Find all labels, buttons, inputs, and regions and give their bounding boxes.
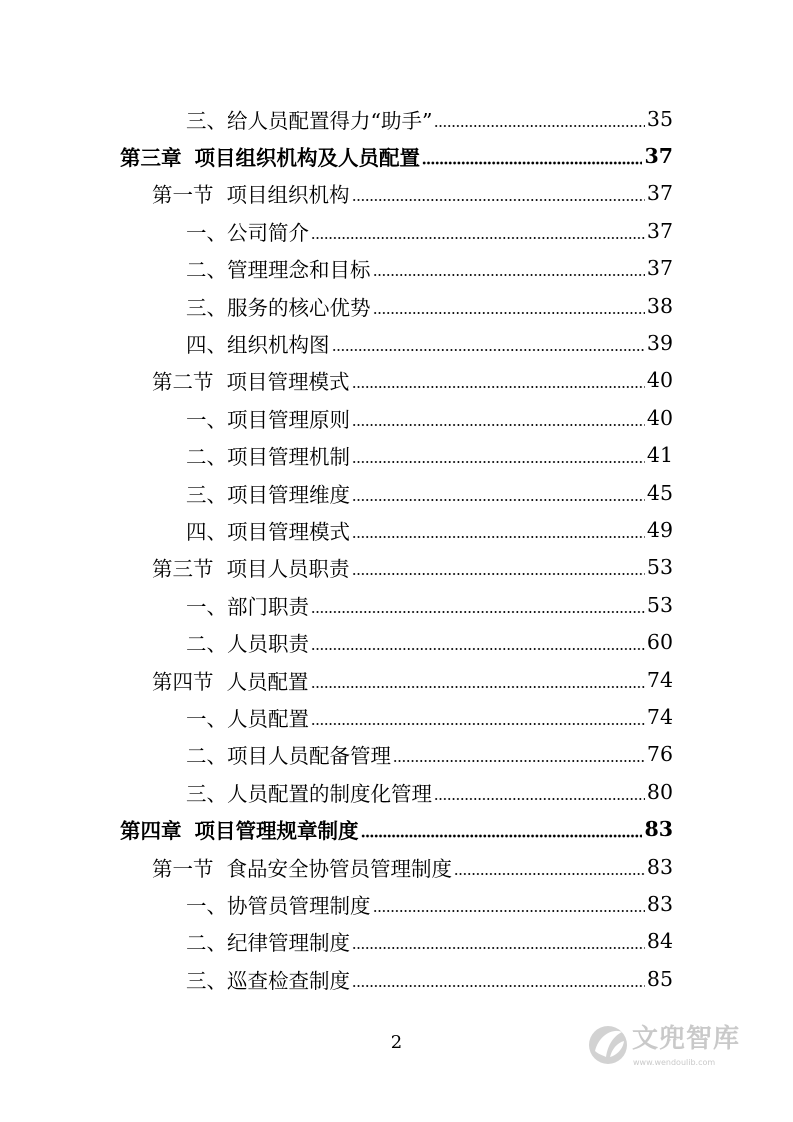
dot-leader <box>352 572 645 576</box>
dot-leader <box>373 909 645 913</box>
toc-entry-item <box>120 287 673 324</box>
item-title: 二、管理理念和目标 <box>186 258 371 283</box>
toc-page-ref: 35 <box>646 106 673 131</box>
toc-page-ref: 41 <box>646 443 673 468</box>
dot-leader <box>352 498 645 502</box>
item-title: 四、组织机构图 <box>186 333 330 358</box>
toc-entry-item <box>120 212 673 249</box>
dot-leader <box>352 385 645 389</box>
toc-page-ref: 37 <box>646 181 673 206</box>
dot-leader <box>352 535 645 539</box>
item-title: 三、服务的核心优势 <box>186 295 371 320</box>
chapter-number: 第四章 <box>120 819 182 844</box>
toc-page-ref: 60 <box>646 630 673 655</box>
toc-entry-item <box>120 250 673 287</box>
dot-leader <box>373 311 645 315</box>
toc-entry-item <box>120 885 673 922</box>
toc-page-ref: 53 <box>646 555 673 580</box>
dot-leader <box>352 984 645 988</box>
item-title: 二、纪律管理制度 <box>186 931 350 956</box>
dot-leader <box>393 759 645 763</box>
toc-entry-section <box>120 661 673 698</box>
item-title: 二、项目人员配备管理 <box>186 744 391 769</box>
toc-page-ref: 83 <box>646 854 673 879</box>
section-number: 第四节 <box>152 669 214 694</box>
watermark <box>588 1018 750 1076</box>
item-title: 四、项目管理模式 <box>186 519 350 544</box>
toc-page-ref: 76 <box>646 742 673 767</box>
toc-page-ref: 80 <box>646 779 673 804</box>
item-title: 一、项目管理原则 <box>186 407 350 432</box>
section-title: 人员配置 <box>226 669 309 694</box>
toc-entry-item <box>120 698 673 735</box>
toc-page-ref: 40 <box>646 405 673 430</box>
dot-leader <box>352 198 645 202</box>
toc-page-ref: 84 <box>646 929 673 954</box>
dot-leader <box>422 161 642 165</box>
item-title: 二、项目管理机制 <box>186 445 350 470</box>
dot-leader <box>361 834 643 838</box>
toc-page-ref: 83 <box>644 817 673 842</box>
section-title: 食品安全协管员管理制度 <box>226 856 452 881</box>
item-title: 二、人员职责 <box>186 632 309 657</box>
toc-entry-item <box>120 324 673 361</box>
toc-page-ref: 74 <box>646 667 673 692</box>
chapter-title: 项目组织机构及人员配置 <box>194 146 420 171</box>
item-title: 一、公司简介 <box>186 220 309 245</box>
dot-leader <box>434 124 644 128</box>
toc-entry-item <box>120 623 673 660</box>
toc-page-ref: 85 <box>646 966 673 991</box>
chapter-title: 项目管理规章制度 <box>194 819 359 844</box>
section-number: 第一节 <box>152 856 214 881</box>
toc-entry-chapter <box>120 137 673 174</box>
section-title: 项目管理模式 <box>226 370 350 395</box>
toc-page-ref: 83 <box>646 891 673 916</box>
section-number: 第一节 <box>152 183 214 208</box>
toc-page-ref: 39 <box>646 331 673 356</box>
dot-leader <box>332 348 645 352</box>
section-title: 项目人员职责 <box>226 557 350 582</box>
watermark-name: 文兜智库 <box>632 1024 741 1054</box>
toc-entry-item <box>120 773 673 810</box>
dot-leader <box>311 236 645 240</box>
toc-entry-item <box>120 923 673 960</box>
toc-entry-section <box>120 175 673 212</box>
toc-page-ref: 40 <box>646 368 673 393</box>
item-title: 一、部门职责 <box>186 594 309 619</box>
item-title: 三、巡查检查制度 <box>186 968 350 993</box>
toc-page-ref: 37 <box>646 256 673 281</box>
toc-page-ref: 74 <box>646 704 673 729</box>
toc-page-ref: 49 <box>646 517 673 542</box>
dot-leader <box>352 946 645 950</box>
item-title: 三、项目管理维度 <box>186 482 350 507</box>
toc-entry-item <box>120 511 673 548</box>
toc-entry-chapter <box>120 810 673 847</box>
toc-entry-item <box>120 399 673 436</box>
chapter-number: 第三章 <box>120 146 182 171</box>
dot-leader <box>373 273 645 277</box>
item-title: 三、给人员配置得力“助手” <box>186 108 433 133</box>
dot-leader <box>434 797 645 801</box>
toc-page-ref: 38 <box>646 293 673 318</box>
section-number: 第二节 <box>152 370 214 395</box>
toc-entry-item <box>120 437 673 474</box>
toc-entry-section <box>120 848 673 885</box>
toc-page-ref: 37 <box>644 144 673 169</box>
toc-entry-item <box>120 736 673 773</box>
toc-page-ref: 45 <box>646 480 673 505</box>
toc-page-ref: 53 <box>646 592 673 617</box>
toc-entry-item <box>120 960 673 997</box>
toc-entry-item <box>120 586 673 623</box>
item-title: 一、人员配置 <box>186 706 309 731</box>
dot-leader <box>454 872 645 876</box>
item-title: 三、人员配置的制度化管理 <box>186 781 432 806</box>
toc-entry-item <box>120 474 673 511</box>
dot-leader <box>311 647 645 651</box>
section-title: 项目组织机构 <box>226 183 350 208</box>
toc-entry-section <box>120 362 673 399</box>
dot-leader <box>311 722 645 726</box>
watermark-url: www.wendoulib.com <box>633 1058 716 1067</box>
wendoulib-logo-icon <box>588 1020 630 1070</box>
dot-leader <box>311 610 645 614</box>
dot-leader <box>352 460 645 464</box>
item-title: 一、协管员管理制度 <box>186 893 371 918</box>
toc-entry-item <box>120 100 673 137</box>
page-number: 2 <box>390 1032 403 1053</box>
section-number: 第三节 <box>152 557 214 582</box>
dot-leader <box>352 423 645 427</box>
dot-leader <box>311 685 645 689</box>
toc-page-ref: 37 <box>646 218 673 243</box>
toc-entry-section <box>120 549 673 586</box>
table-of-contents <box>120 100 673 997</box>
